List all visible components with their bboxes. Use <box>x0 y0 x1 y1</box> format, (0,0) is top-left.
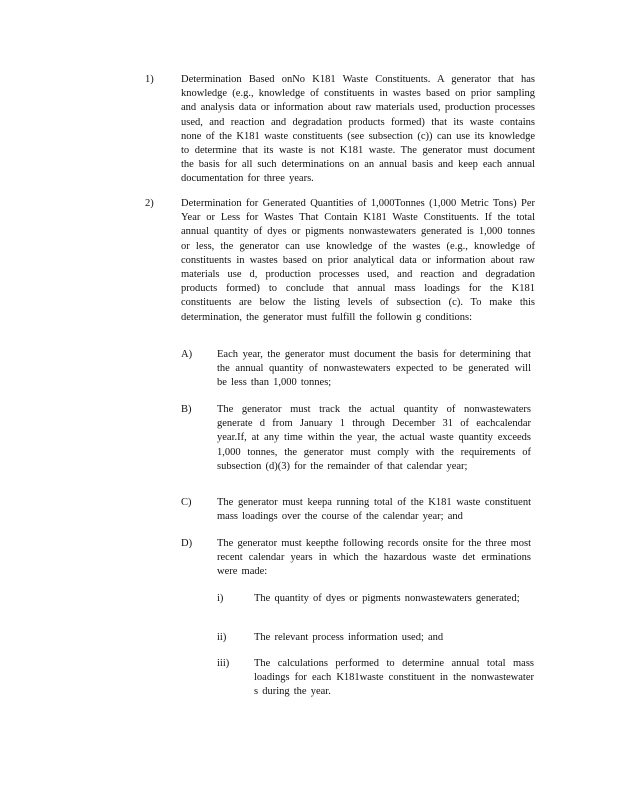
list-text: The generator must track the actual quantity of nonwastewaters generate d from January 1 through December 31 of eachcalendar year.If, at any time within the year, the actual waste quantity exceeds 1,000 tonnes, the generator must comply with the requirements of subsection (d)(3) for the remainder of that calendar year; <box>217 404 531 472</box>
list-text: The generator must keepa running total of the K181 waste constituent mass loadings over the course of the calendar year; and <box>217 497 531 523</box>
list-item-2 <box>145 197 535 325</box>
sub-item-a <box>181 348 531 391</box>
list-text: Determination for Generated Quantities of 1,000Tonnes (1,000 Metric Tons) Per Year or Less for Wastes That Contain K181 Waste Constituents. If the total annual quantity of dyes or pigments nonwastewaters generated is 1,000 tonnes or less, the generator can use knowledge of the wastes (e.g., knowledge of constituents in wastes based on prior analytical data or information about raw materials use d, production processes used, and reaction and degradation products formed) to conclude that annual mass loadings for the K181 constituents are below the listing levels of subsection (c). To make this determination, the generator must fulfill the followin g conditions: <box>181 198 535 323</box>
list-number: iii) <box>217 658 230 669</box>
sub-item-b <box>181 403 531 474</box>
list-number: A) <box>181 349 193 360</box>
sub-item-c <box>181 496 531 524</box>
list-text: Each year, the generator must document the basis for determining that the annual quantity of nonwastewaters expected to be generated will be less than 1,000 tonnes; <box>217 349 531 389</box>
list-text: The relevant process information used; and <box>254 632 444 643</box>
sub-sub-item-iii <box>217 657 534 700</box>
list-number: 1) <box>145 74 154 85</box>
list-number: i) <box>217 593 224 604</box>
list-text: The quantity of dyes or pigments nonwastewaters generated; <box>254 593 520 604</box>
sub-sub-item-i <box>217 592 534 606</box>
sub-sub-item-ii <box>217 631 534 645</box>
list-text: The generator must keepthe following records onsite for the three most recent calendar years in which the hazardous waste det erminations were made: <box>217 538 531 578</box>
list-text: The calculations performed to determine annual total mass loadings for each K181waste constituent in the nonwastewater s during the year. <box>254 658 534 698</box>
list-text: Determination Based onNo K181 Waste Constituents. A generator that has knowledge (e.g., knowledge of constituents in wastes based on prior sampling and analysis data or information about raw materials used, production processes used, and reaction and degradation products formed) that its waste contains none of the K181 waste constituents (see subsection (c)) can use its knowledge to determine that its waste is not K181 waste. The generator must document the basis for all such determinations on an annual basis and keep each annual documentation for three years. <box>181 74 535 185</box>
list-number: ii) <box>217 632 227 643</box>
sub-item-d <box>181 537 531 580</box>
list-number: 2) <box>145 198 154 209</box>
list-item-1 <box>145 73 535 187</box>
list-number: C) <box>181 497 192 508</box>
list-number: B) <box>181 404 192 415</box>
list-number: D) <box>181 538 193 549</box>
